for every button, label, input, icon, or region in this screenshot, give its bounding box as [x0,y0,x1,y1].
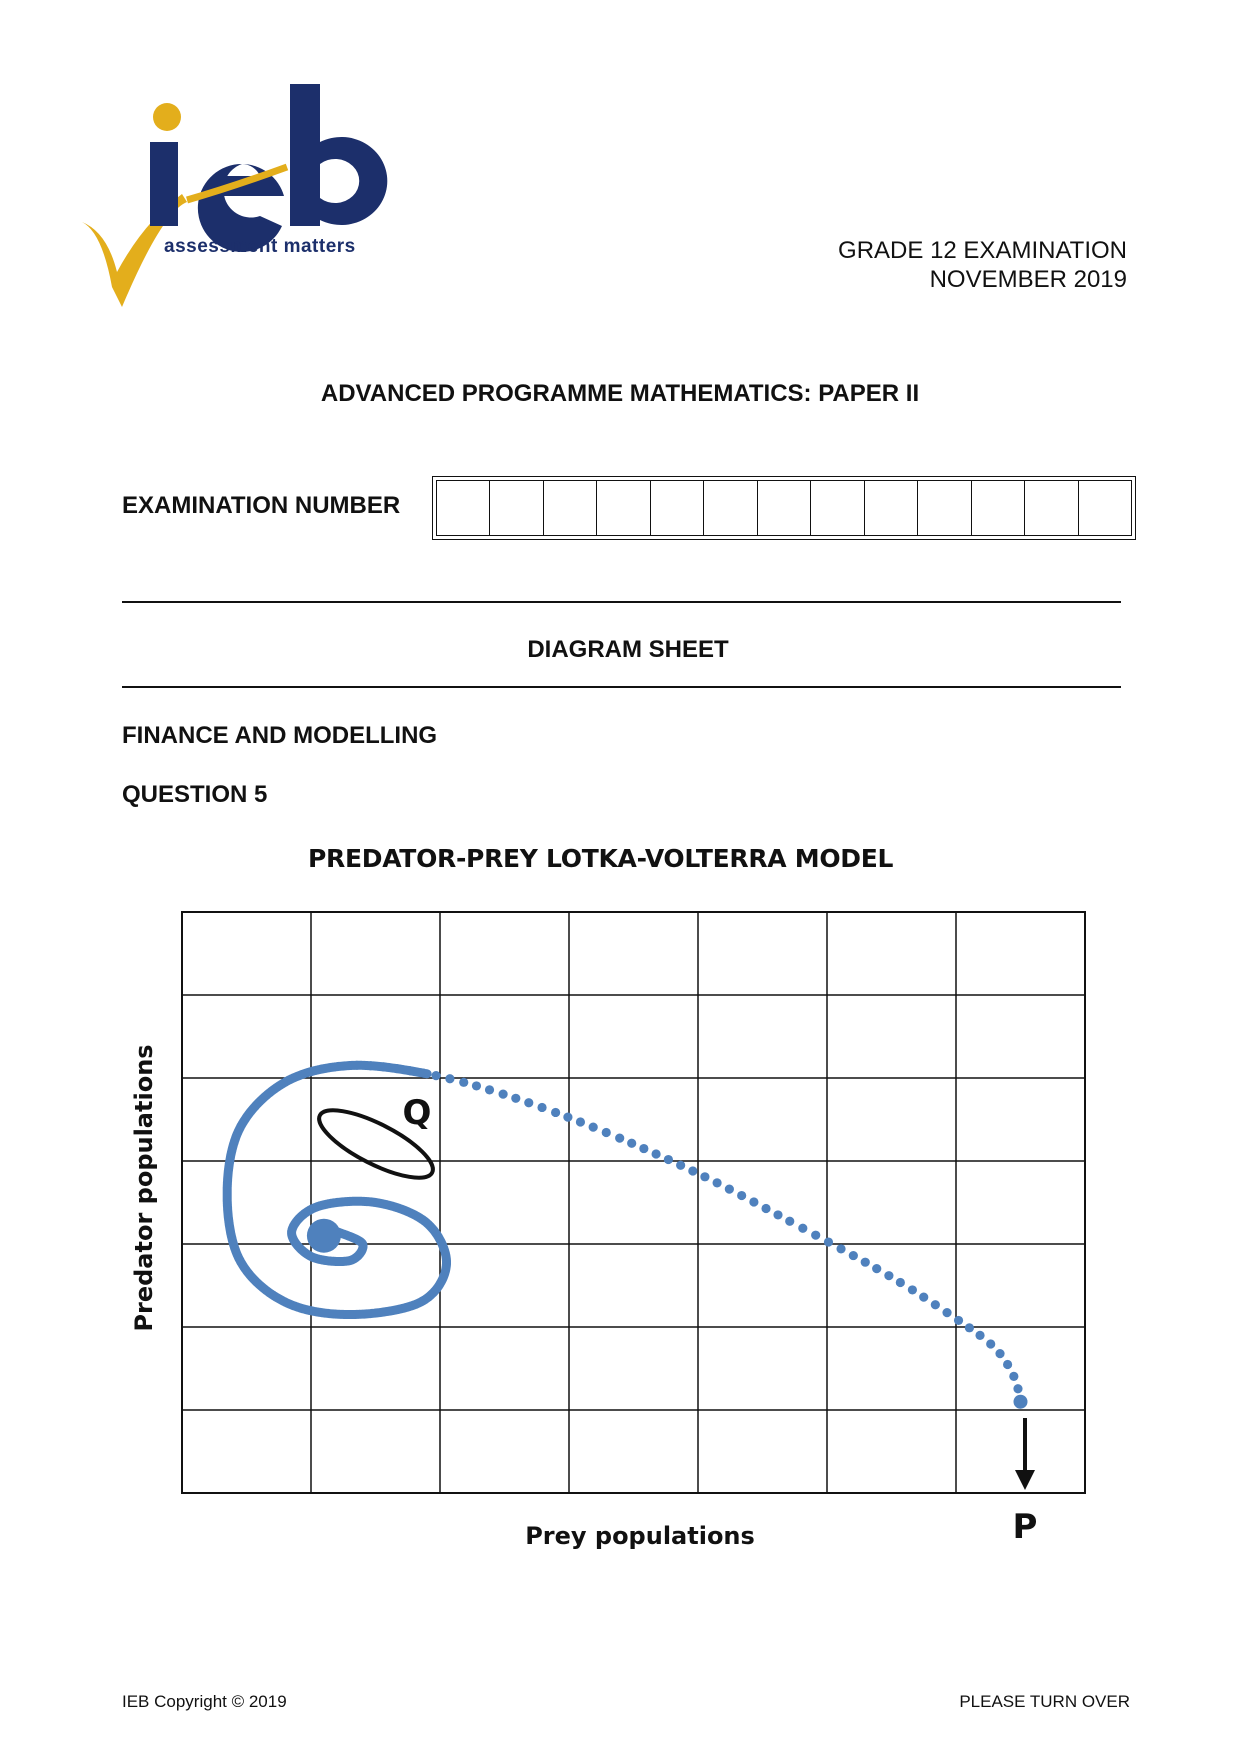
trajectory-dot [749,1197,758,1206]
trajectory-dot [954,1316,963,1325]
trajectory-dot [639,1144,648,1153]
trajectory-dot [524,1098,533,1107]
trajectory-dot [773,1210,782,1219]
trajectory-dot [896,1278,905,1287]
trajectory-dot [908,1285,917,1294]
trajectory-dot [445,1074,454,1083]
trajectory-dot [652,1149,661,1158]
trajectory-dot [499,1090,508,1099]
trajectory-dot [511,1094,520,1103]
trajectory-dot [986,1339,995,1348]
copyright-footer: IEB Copyright © 2019 [122,1692,287,1711]
logo-tagline: assessment matters [164,236,356,257]
section-title: FINANCE AND MODELLING [122,722,438,749]
trajectory-dot [472,1081,481,1090]
trajectory-dot [942,1308,951,1317]
trajectory-dot [884,1271,893,1280]
trajectory-dot [824,1237,833,1246]
trajectory-dot [811,1231,820,1240]
trajectory-dot [931,1300,940,1309]
trajectory-dot [975,1331,984,1340]
trajectory-dot [676,1161,685,1170]
exam-number-label: EXAMINATION NUMBER [122,492,401,519]
trajectory-dot [688,1166,697,1175]
paper-title: ADVANCED PROGRAMME MATHEMATICS: PAPER II [320,380,920,407]
trajectory-dot [431,1071,440,1080]
trajectory-dot [602,1128,611,1137]
question-number: QUESTION 5 [122,781,268,808]
trajectory-dot [872,1264,881,1273]
trajectory-dot [1009,1372,1018,1381]
trajectory-dot [627,1139,636,1148]
trajectory-dot [615,1134,624,1143]
trajectory-dot [459,1078,468,1087]
trajectory-dot [785,1217,794,1226]
label-p: P [1012,1507,1038,1547]
trajectory-dot [995,1349,1004,1358]
trajectory-endpoint [307,1219,341,1253]
trajectory-dot [798,1224,807,1233]
trajectory-dot [965,1323,974,1332]
trajectory-dot [1014,1395,1028,1409]
label-q: Q [402,1093,432,1133]
y-axis-label: Predator populations [130,1044,158,1332]
trajectory-dot [849,1251,858,1260]
p-arrow-head [1015,1470,1035,1490]
trajectory-dot [861,1258,870,1267]
sheet-title: DIAGRAM SHEET [527,636,729,663]
trajectory-dot [1013,1384,1022,1393]
trajectory-dot [919,1293,928,1302]
exam-grade: GRADE 12 EXAMINATION [838,237,1127,264]
trajectory-dot [761,1204,770,1213]
turn-over-footer: PLEASE TURN OVER [959,1692,1130,1711]
x-axis-label: Prey populations [525,1522,755,1550]
chart-title: PREDATOR-PREY LOTKA-VOLTERRA MODEL [308,844,894,873]
trajectory-dot [576,1117,585,1126]
trajectory-dot [836,1244,845,1253]
trajectory-dot [737,1191,746,1200]
trajectory-dot [589,1123,598,1132]
trajectory-dot [537,1103,546,1112]
trajectory-dot [700,1172,709,1181]
trajectory-dot [725,1185,734,1194]
trajectory-dot [1003,1360,1012,1369]
trajectory-dot [712,1178,721,1187]
exam-date: NOVEMBER 2019 [929,266,1127,293]
trajectory-dot [485,1085,494,1094]
trajectory-dot [664,1155,673,1164]
trajectory-dot [563,1113,572,1122]
trajectory-dot [551,1108,560,1117]
